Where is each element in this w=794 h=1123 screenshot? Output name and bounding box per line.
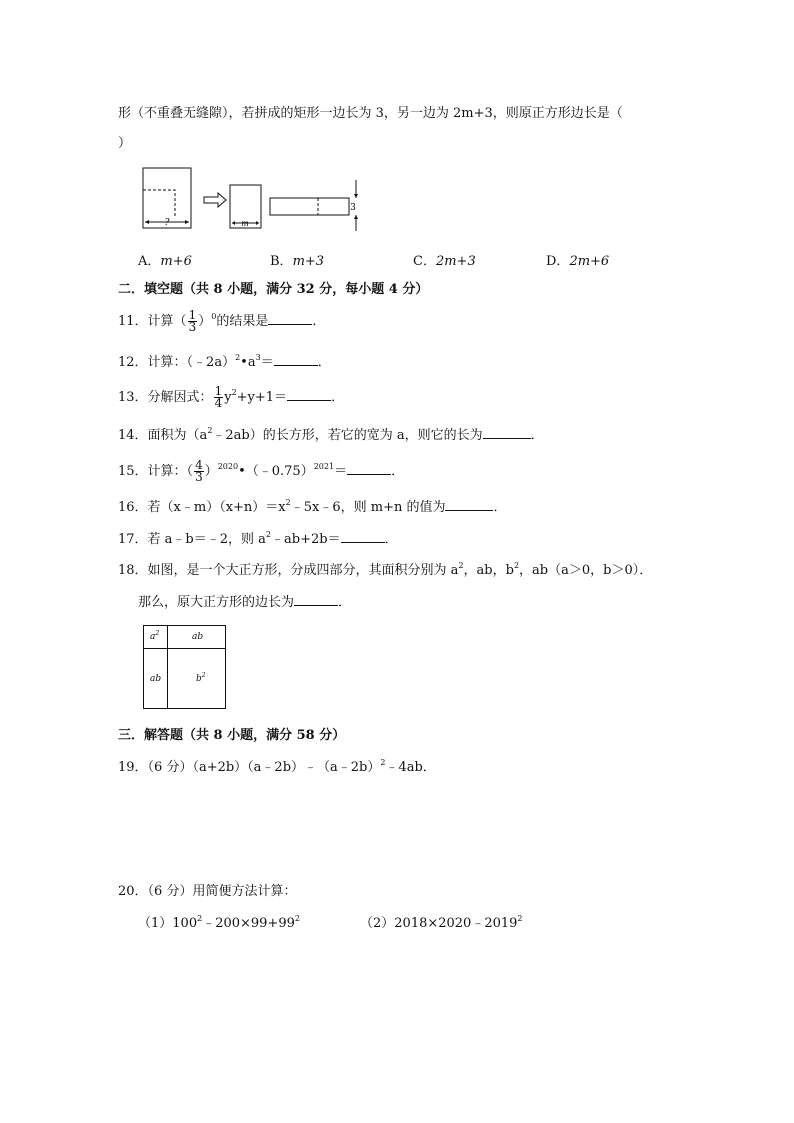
q-text: ） [198, 314, 212, 329]
question-20 [118, 884, 296, 900]
exponent: 2 [201, 672, 206, 679]
option-expr: 2m+3 [435, 254, 476, 269]
answer-blank[interactable] [294, 594, 338, 606]
cell-b-squared [196, 674, 206, 684]
option-letter: B． [270, 254, 293, 269]
q-number: 11． [118, 314, 148, 329]
cell-ab-top: ab [192, 632, 204, 642]
exponent: 2 [380, 758, 386, 767]
exponent: 3 [255, 353, 261, 362]
intro-line-2 [118, 136, 131, 152]
q-text: +y+1＝ [236, 390, 288, 405]
q-text: 若（x﹣m）（x+n）＝x [147, 500, 286, 515]
section-3-heading: 三．解答题（共 8 小题，满分 58 分） [118, 728, 346, 743]
question-14 [118, 427, 544, 444]
q-text: ﹣4ab． [385, 760, 436, 775]
q-text: 计算（ [147, 314, 187, 329]
option-a[interactable] [138, 250, 192, 269]
period: ． [338, 595, 352, 610]
cell-a-squared [150, 632, 159, 642]
square-side-label: ? [164, 218, 170, 228]
period: ． [530, 428, 544, 443]
cell-ab-left: ab [150, 674, 162, 684]
exponent: 2 [285, 498, 291, 507]
question-16 [118, 499, 506, 516]
fraction [188, 310, 198, 333]
three-label: 3 [350, 203, 356, 213]
q-number: 16． [118, 500, 148, 515]
exponent: 2 [265, 530, 271, 539]
q-text: ，ab（a＞0，b＞0）． [519, 563, 653, 578]
q-text: （6 分）用简便方法计算： [147, 884, 297, 899]
q-number: 13． [118, 390, 148, 405]
exponent: 2 [294, 914, 300, 923]
q-text: ﹣ab+2b＝ [271, 532, 341, 547]
q-number: 18． [118, 563, 148, 578]
question-18 [118, 563, 652, 579]
numerator: 1 [188, 308, 197, 322]
intro-line [118, 106, 623, 122]
q-text: 若 a﹣b＝﹣2，则 a [147, 532, 266, 547]
q-text: 面积为（a [147, 428, 208, 443]
exponent: 2 [517, 914, 523, 923]
exponent: 2 [207, 426, 213, 435]
period: ． [384, 532, 398, 547]
exponent: 2 [235, 353, 241, 362]
square-partition-figure [143, 625, 226, 709]
q-text: ＝ [334, 464, 348, 479]
q-text: ﹣200×99+99 [202, 916, 295, 931]
question-20-part-2 [360, 916, 523, 932]
fraction [214, 386, 224, 409]
period: ． [312, 314, 326, 329]
option-letter: D． [546, 254, 570, 269]
exponent: 0 [211, 312, 217, 321]
q-text: （6 分）（a+2b）（a﹣2b）﹣（a﹣2b） [147, 760, 381, 775]
q-text: 计算：（﹣2a） [147, 355, 236, 370]
m-label: m [241, 219, 249, 228]
option-b[interactable] [270, 250, 324, 269]
q-text: ，ab，b [463, 563, 514, 578]
q-text: 计算：（ [147, 464, 194, 479]
q-text: y [224, 390, 232, 405]
q-number: 17． [118, 532, 148, 547]
q-text: ＝ [260, 355, 274, 370]
question-17 [118, 531, 398, 548]
q-text: ﹣5x﹣6，则 m+n 的值为 [290, 500, 446, 515]
q-text: 那么，原大正方形的边长为 [138, 595, 295, 610]
answer-blank[interactable] [274, 354, 318, 366]
answer-blank[interactable] [341, 531, 385, 543]
cell-label: a [150, 632, 156, 642]
q-text: 如图，是一个大正方形，分成四部分，其面积分别为 a [147, 563, 459, 578]
q-text: 分解因式： [147, 390, 213, 405]
exponent: 2 [155, 630, 160, 637]
question-13 [118, 386, 344, 409]
question-18-line-2 [138, 594, 351, 611]
exponent: 2 [458, 561, 464, 570]
question-12 [118, 354, 331, 371]
answer-blank[interactable] [347, 463, 391, 475]
answer-blank[interactable] [268, 313, 312, 325]
q-number: 12． [118, 355, 148, 370]
question-15 [118, 460, 404, 483]
divider [144, 648, 225, 649]
q-text: ） [204, 464, 218, 479]
fraction [194, 460, 204, 483]
option-d[interactable] [546, 250, 609, 269]
exponent: 2021 [313, 462, 335, 471]
q-number: 15． [118, 464, 148, 479]
intro-text: 形（不重叠无缝隙），若拼成的矩形一边长为 3，另一边为 2m+3，则原正方形边长是（ [118, 106, 623, 121]
q-text: （1）100 [138, 916, 198, 931]
q-text: 的结果是 [216, 314, 269, 329]
divider [167, 626, 168, 708]
period: ． [391, 464, 405, 479]
option-letter: A． [138, 254, 161, 269]
period: ． [493, 500, 507, 515]
intro-close-paren: ） [118, 136, 132, 151]
numerator: 4 [195, 458, 203, 472]
square-cut-figure [138, 163, 378, 238]
period: ． [317, 355, 331, 370]
section-2-heading: 二．填空题（共 8 小题，满分 32 分，每小题 4 分） [118, 282, 429, 297]
denominator: 3 [188, 320, 197, 334]
option-c[interactable] [413, 250, 476, 269]
denominator: 4 [214, 396, 223, 410]
answer-blank[interactable] [287, 389, 331, 401]
denominator: 3 [195, 470, 203, 484]
q-number: 20． [118, 884, 148, 899]
exponent: 2 [231, 388, 237, 397]
cell-label: b [196, 674, 202, 684]
question-11 [118, 310, 325, 333]
q-text: •（﹣0.75） [238, 464, 314, 479]
period: ． [331, 390, 345, 405]
option-expr: m+3 [292, 254, 325, 269]
numerator: 1 [214, 384, 223, 398]
q-number: 19． [118, 760, 148, 775]
exponent: 2 [197, 914, 203, 923]
q-text: ﹣2ab）的长方形，若它的宽为 a，则它的长为 [212, 428, 483, 443]
q-number: 14． [118, 428, 148, 443]
q-text: （2）2018×2020﹣2019 [360, 916, 518, 931]
answer-blank[interactable] [445, 499, 493, 511]
option-letter: C． [413, 254, 436, 269]
exponent: 2020 [217, 462, 239, 471]
answer-blank[interactable] [483, 427, 531, 439]
question-20-part-1 [138, 916, 300, 932]
exponent: 2 [513, 561, 520, 570]
q-text: •a [240, 355, 256, 370]
question-19 [118, 760, 436, 776]
option-expr: 2m+6 [569, 254, 610, 269]
option-expr: m+6 [160, 254, 192, 269]
